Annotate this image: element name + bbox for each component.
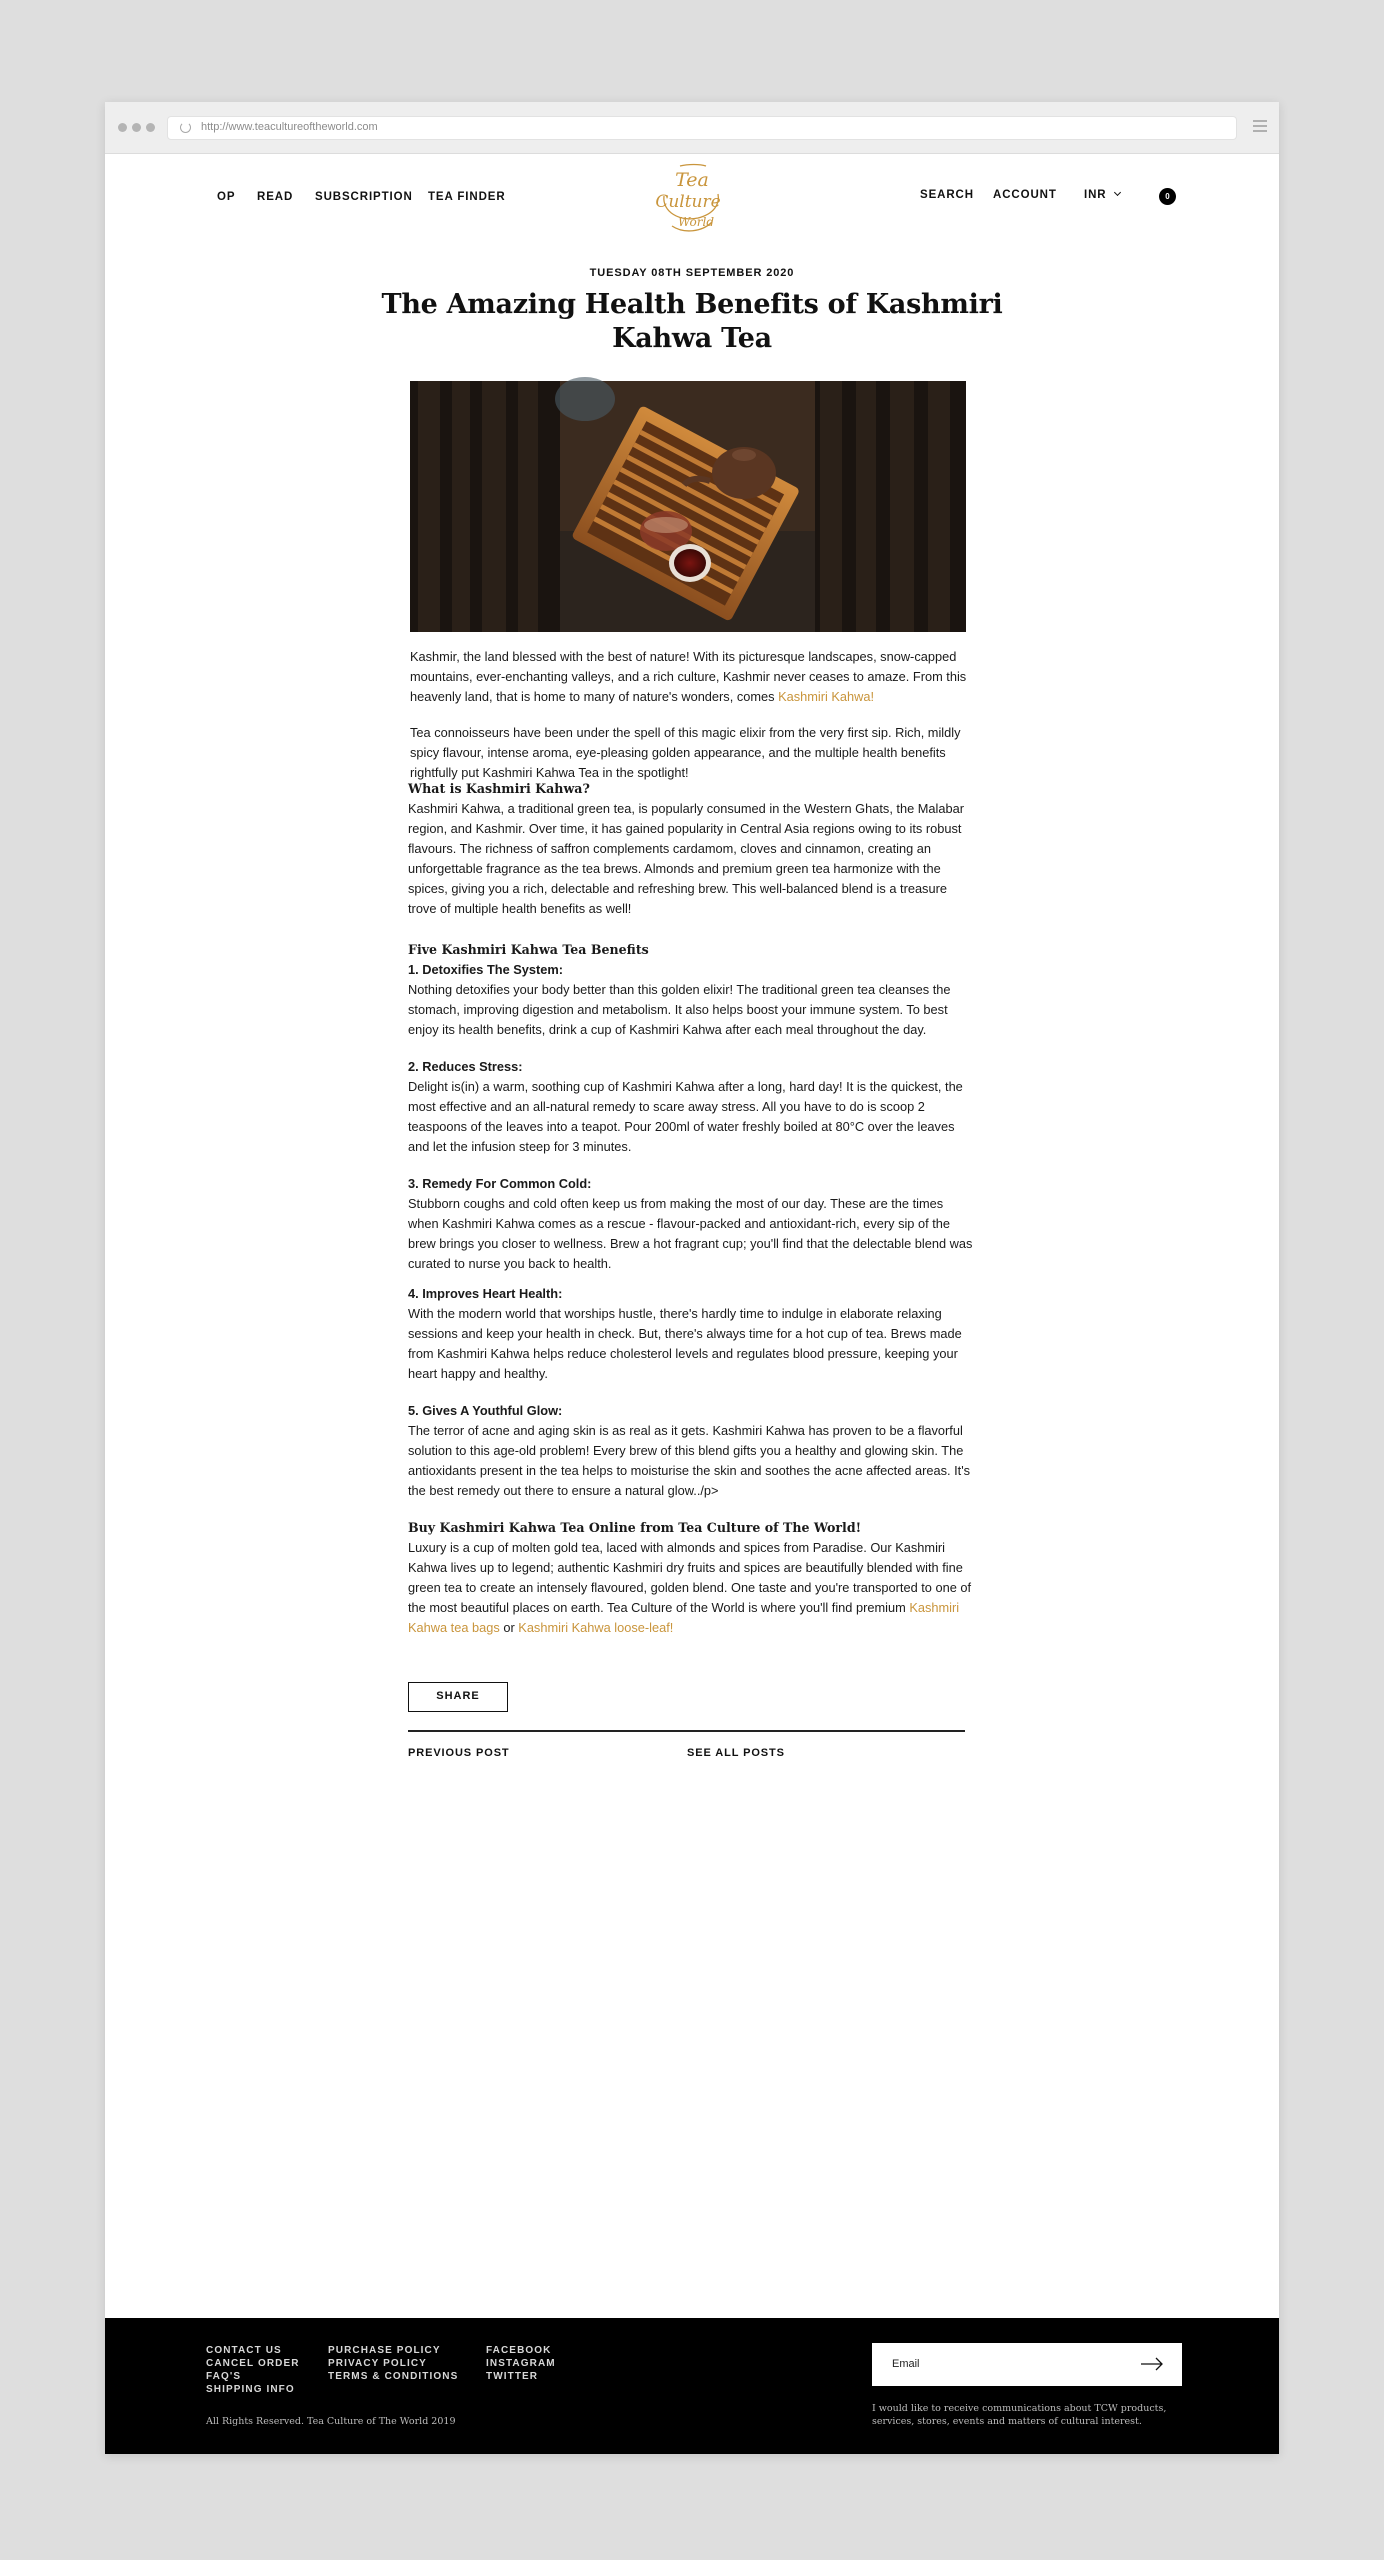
consent-text: I would like to receive communications about TCW products, services, stores, events and matters of cultural interest. [872,2403,1167,2427]
arrow-right-icon[interactable] [1140,2357,1164,2371]
benefit-title: 4. Improves Heart Health: [408,1286,563,1301]
logo-text-culture: Culture [655,192,721,212]
footer-link-twitter[interactable]: TWITTER [486,2371,539,2382]
chevron-down-icon [1113,189,1120,196]
buy-text: Luxury is a cup of molten gold tea, laced with almonds and spices from Paradise. Our Kashmiri Kahwa lives up to legend; authentic Kashmiri dry fruits and spices are beautifully blended with fine green tea to create an intensely flavoured, golden blend. One taste and you're transported to one of the most beautiful places on earth. Tea Culture of the World is where you'll find premium [408,1540,972,1615]
currency-selector[interactable] [1084,189,1120,201]
post-title: The Amazing Health Benefits of Kashmiri Kahwa Tea [381,289,1003,354]
benefit-body: Delight is(in) a warm, soothing cup of Kashmiri Kahwa after a long, hard day! It is the quickest, the most effective and an all-natural remedy to scare away stress. All you have to do is scoop 2 teaspoons of the leaves into a teapot. Pour 200ml of water freshly boiled at 80°C over the leaves and let the infusion steep for 3 minutes. [408,1079,963,1154]
footer-link-purchase-policy[interactable]: PURCHASE POLICY [328,2345,441,2356]
tea-bags-link[interactable]: Kashmiri Kahwa tea bags [408,1600,960,1635]
newsletter-form [872,2343,1182,2386]
email-input[interactable] [892,2355,1122,2373]
footer-link-instagram[interactable]: INSTAGRAM [486,2358,556,2369]
intro-paragraph-1 [408,647,973,707]
buy-or-text: or [499,1620,519,1635]
url-text[interactable]: http://www.teacultureoftheworld.com [201,121,378,133]
window-controls[interactable] [118,123,155,132]
footer-link-facebook[interactable]: FACEBOOK [486,2345,552,2356]
reload-icon[interactable] [180,122,191,133]
section-heading-what: What is Kashmiri Kahwa? [408,781,590,796]
benefit-body: With the modern world that worships hustle, there's hardly time to indulge in elaborate relaxing sessions and keep your health in check. But, there's always time for a hot cup of tea. Brews made from Kashmiri Kahwa helps reduce cholesterol levels and regulates blood pressure, keeping your heart happy and healthy. [408,1306,962,1381]
share-button[interactable]: SHARE [408,1682,508,1712]
browser-window [105,102,1279,2454]
benefit-body: Stubborn coughs and cold often keep us from making the most of our day. These are the times when Kashmiri Kahwa comes as a rescue - flavour-packed and antioxidant-rich, every sip of the brew brings you closer to wellness. Brew a hot fragrant cup; you'll find that the delectable blend was curated to nurse you back to health. [408,1196,973,1271]
nav-read[interactable]: READ [257,191,294,203]
copyright-text: All Rights Reserved. Tea Culture of The World 2019 [206,2416,456,2427]
section-body-buy [408,1538,973,1638]
site-footer [105,2318,1279,2454]
nav-shop[interactable]: OP [217,191,236,203]
previous-post-link[interactable]: PREVIOUS POST [408,1747,510,1759]
intro-text: Kashmir, the land blessed with the best of nature! With its picturesque landscapes, snow-capped mountains, ever-enchanting valleys, and a rich culture, Kashmir never ceases to amaze. From this heavenly land, that is home to many of nature's wonders, comes [410,649,967,704]
intro-paragraph-2: Tea connoisseurs have been under the spell of this magic elixir from the very first sip. Rich, mildly spicy flavour, intense aroma, eye-pleasing golden appearance, and the multiple health benefits rightfully put Kashmiri Kahwa Tea in the spotlight! [410,725,961,780]
section-heading-benefits: Five Kashmiri Kahwa Tea Benefits [408,942,649,957]
benefit-title: 5. Gives A Youthful Glow: [408,1403,563,1418]
article-body [408,647,973,1638]
section-body-what: Kashmiri Kahwa, a traditional green tea, is popularly consumed in the Western Ghats, the Malabar region, and Kashmir. Over time, it has gained popularity in Central Asia regions owing to its robust flavours. The richness of saffron complements cardamom, cloves and cinnamon, creating an unforgettable fragrance as the tea brews. Almonds and premium green tea harmonize with the spices, giving you a rich, delectable and refreshing brew. This well-balanced blend is a treasure trove of multiple health benefits as well! [408,801,965,916]
section-heading-buy: Buy Kashmiri Kahwa Tea Online from Tea Culture of The World! [408,1520,862,1535]
site-logo[interactable] [640,160,740,236]
logo-text-tea: Tea [675,169,709,191]
footer-link-faqs[interactable]: FAQ'S [206,2371,242,2382]
hero-image [410,381,966,632]
nav-search[interactable]: SEARCH [920,189,974,201]
footer-link-cancel-order[interactable]: CANCEL ORDER [206,2358,300,2369]
benefit-title: 1. Detoxifies The System: [408,962,564,977]
nav-tea-finder[interactable]: TEA FINDER [428,191,506,203]
benefit-body: The terror of acne and aging skin is as real as it gets. Kashmiri Kahwa has proven to be a flavorful solution to this age-old problem! Every brew of this blend gifts you a healthy and glowing skin. The antioxidants present in the tea helps to moisturise the skin and soothes the acne affected areas. It's the best remedy out there to ensure a natural glow../p> [408,1423,971,1498]
divider [408,1730,965,1732]
post-date: TUESDAY 08TH SEPTEMBER 2020 [589,267,795,279]
browser-toolbar [105,102,1279,154]
kashmiri-kahwa-link[interactable]: Kashmiri Kahwa! [778,689,875,704]
cart-badge[interactable]: 0 [1159,188,1176,205]
footer-link-privacy-policy[interactable]: PRIVACY POLICY [328,2358,427,2369]
footer-link-shipping[interactable]: SHIPPING INFO [206,2384,295,2395]
footer-link-terms[interactable]: TERMS & CONDITIONS [328,2371,459,2382]
loose-leaf-link[interactable]: Kashmiri Kahwa loose-leaf! [518,1620,674,1635]
nav-account[interactable]: ACCOUNT [993,189,1057,201]
address-bar[interactable] [167,116,1237,140]
benefit-title: 2. Reduces Stress: [408,1059,523,1074]
footer-link-contact[interactable]: CONTACT US [206,2345,282,2356]
benefit-title: 3. Remedy For Common Cold: [408,1176,592,1191]
browser-menu-icon[interactable] [1253,120,1267,135]
benefit-body: Nothing detoxifies your body better than this golden elixir! The traditional green tea cleanses the stomach, improving digestion and metabolism. It also helps boost your immune system. To best enjoy its health benefits, drink a cup of Kashmiri Kahwa after each meal throughout the day. [408,982,951,1037]
currency-label: INR [1084,189,1107,201]
see-all-posts-link[interactable]: SEE ALL POSTS [687,1747,785,1759]
logo-text-world: World [678,215,714,229]
nav-subscription[interactable]: SUBSCRIPTION [315,191,413,203]
